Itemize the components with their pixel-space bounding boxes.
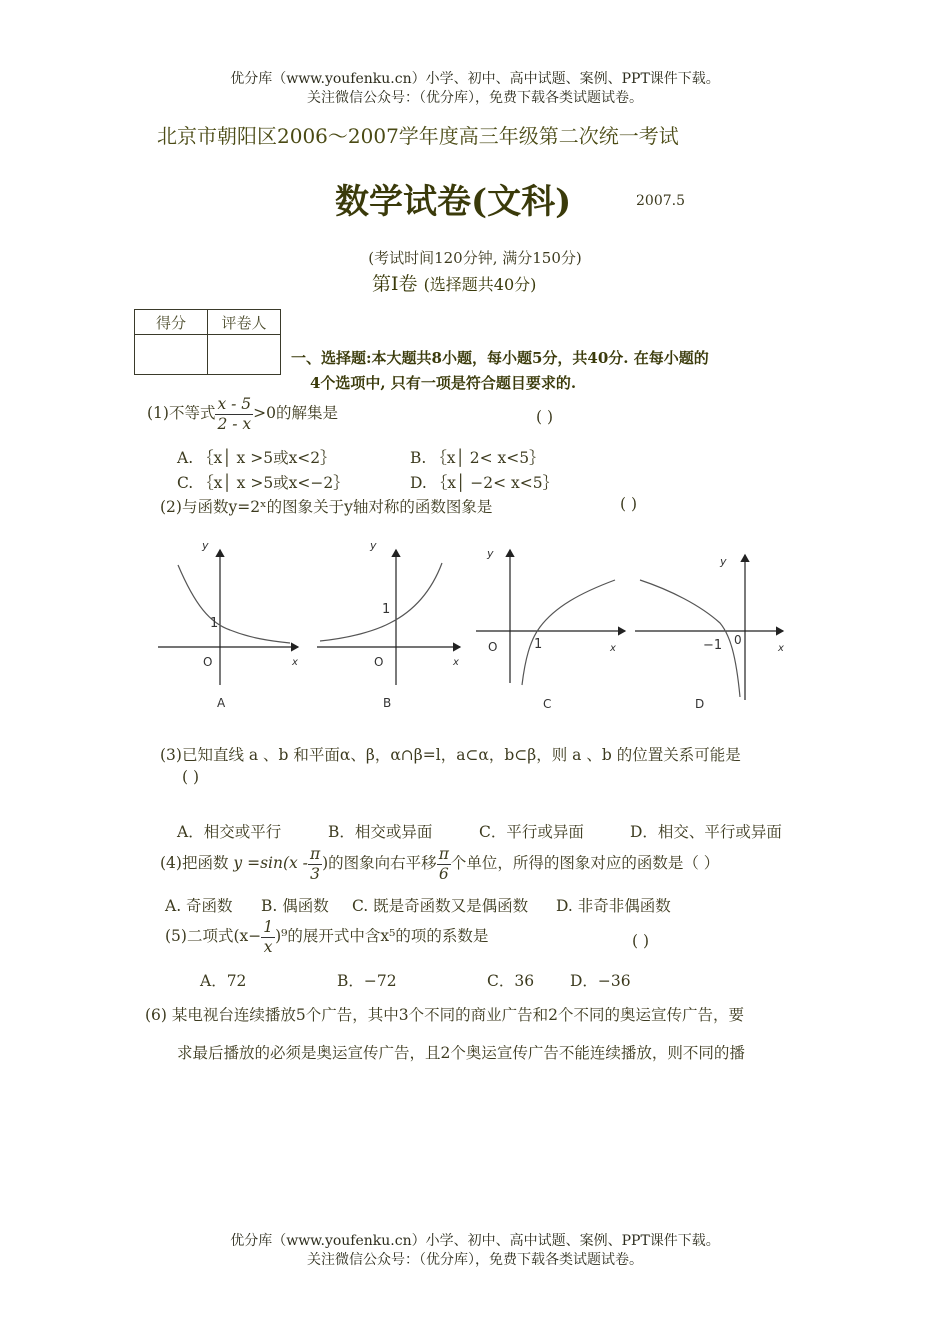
graph-c-x-label: x — [610, 643, 616, 654]
part-desc: (选择题共40分) — [423, 275, 537, 294]
graph-c-origin: O — [488, 640, 498, 654]
question-1-stem — [147, 395, 338, 433]
question-3-stem: (3)已知直线 a 、b 和平面α、β，α∩β=l，a⊂α，b⊂β，则 a 、b 的位置关系可能是 — [160, 746, 741, 764]
q5-option-a: A．72 — [200, 972, 247, 990]
q4-option-a: A. 奇函数 — [165, 897, 233, 915]
q4-phase-den: 3 — [310, 864, 320, 883]
graph-a-mark: 1 — [210, 616, 219, 631]
graph-c-y-label: y — [487, 547, 494, 560]
exam-note: (考试时间120分钟, 满分150分) — [368, 249, 582, 267]
q4-function-b: )的图象向右平移 — [322, 854, 437, 873]
graph-b-origin: O — [374, 655, 384, 669]
score-table — [134, 309, 281, 375]
graph-a-x-label: x — [292, 657, 298, 668]
score-header: 得分 — [135, 310, 208, 335]
graph-d-x-label: x — [778, 643, 784, 654]
graph-b-label: B — [383, 696, 392, 710]
grader-header: 评卷人 — [208, 310, 281, 335]
score-cell[interactable] — [135, 335, 208, 375]
q4-shift-num: π — [438, 845, 449, 863]
graph-c — [476, 547, 625, 711]
q5-answer-bracket: ( ) — [632, 932, 650, 950]
q4-phase-fraction — [308, 845, 322, 883]
q5-prefix: (5)二项式(x− — [165, 927, 262, 946]
q1-denominator: 2 - x — [217, 414, 252, 433]
question-4-stem — [160, 845, 719, 883]
graph-c-curve — [522, 580, 615, 685]
q4-suffix: 个单位，所得的图象对应的函数是（ ） — [450, 854, 720, 873]
header-line-1: 优分库（www.youfenku.cn）小学、初中、高中试题、案例、PPT课件下载。 — [230, 71, 720, 87]
graph-d — [635, 555, 784, 711]
q4-shift-fraction — [437, 845, 451, 883]
graph-d-mark: −1 — [703, 638, 723, 653]
main-title: 数学试卷(文科) — [335, 182, 572, 222]
section-line-1: 一、选择题:本大题共8小题，每小题5分，共40分. 在每小题的 — [291, 349, 709, 367]
graph-b-y-label: y — [370, 539, 377, 552]
graph-b-x-label: x — [453, 657, 459, 668]
q1-numerator: x - 5 — [217, 395, 252, 413]
q5-suffix: )⁹的展开式中含x⁵的项的系数是 — [275, 927, 489, 946]
q1-option-b: B. ｛x│ 2< x<5｝ — [410, 449, 545, 467]
grader-cell[interactable] — [208, 335, 281, 375]
footer-line-1: 优分库（www.youfenku.cn）小学、初中、高中试题、案例、PPT课件下载。 — [230, 1233, 720, 1249]
q1-prefix: (1)不等式 — [147, 404, 216, 423]
q4-phase-num: π — [309, 845, 321, 863]
question-6-line-1: (6) 某电视台连续播放5个广告，其中3个不同的商业广告和2个不同的奥运宣传广告，要 — [145, 1006, 744, 1024]
q3-option-c: C．平行或异面 — [479, 823, 584, 841]
q4-option-d: D. 非奇非偶函数 — [556, 897, 671, 915]
q5-option-c: C．36 — [487, 972, 535, 990]
q5-frac-den: x — [263, 937, 273, 956]
q4-shift-den: 6 — [438, 864, 449, 883]
header-line-2: 关注微信公众号：（优分库），免费下载各类试题试卷。 — [307, 90, 643, 106]
graph-b — [317, 539, 460, 710]
footer-line-2: 关注微信公众号：（优分库），免费下载各类试题试卷。 — [307, 1252, 643, 1268]
q5-option-d: D．−36 — [570, 972, 631, 990]
q1-option-a: A. ｛x│ x >5或x<2｝ — [177, 449, 336, 467]
graph-c-label: C — [543, 697, 552, 711]
graph-a-curve — [178, 565, 290, 643]
exam-date: 2007.5 — [636, 193, 685, 209]
graph-a-origin: O — [203, 655, 213, 669]
exam-title: 北京市朝阳区2006～2007学年度高三年级第二次统一考试 — [157, 124, 679, 148]
graph-b-mark: 1 — [382, 602, 391, 617]
q5-option-b: B．−72 — [337, 972, 397, 990]
q4-option-b: B. 偶函数 — [261, 897, 329, 915]
graph-d-y-label: y — [720, 555, 727, 568]
q2-graphs — [150, 535, 800, 715]
q3-option-b: B．相交或异面 — [328, 823, 433, 841]
q1-suffix: >0的解集是 — [253, 404, 339, 423]
part-heading — [372, 269, 536, 296]
question-2-stem: (2)与函数y=2ˣ的图象关于y轴对称的函数图象是 — [160, 498, 493, 516]
q3-option-a: A．相交或平行 — [177, 823, 282, 841]
graph-d-label: D — [695, 697, 705, 711]
q1-answer-bracket: ( ) — [536, 408, 554, 426]
q3-answer-bracket: ( ) — [182, 768, 200, 786]
q3-option-d: D．相交、平行或异面 — [630, 823, 782, 841]
q1-option-c: C. ｛x│ x >5或x<−2｝ — [177, 474, 349, 492]
question-6-line-2: 求最后播放的必须是奥运宣传广告，且2个奥运宣传广告不能连续播放，则不同的播 — [177, 1044, 745, 1062]
graph-a-y-label: y — [202, 539, 209, 552]
graph-a-label: A — [217, 696, 226, 710]
graph-b-curve — [320, 563, 442, 641]
q4-prefix: (4)把函数 — [160, 854, 229, 873]
question-5-stem — [165, 918, 488, 956]
graph-d-curve — [640, 580, 740, 697]
q4-function-a: y =sin(x - — [233, 854, 308, 873]
q1-option-d: D. ｛x│ −2< x<5｝ — [410, 474, 559, 492]
part-name: 第Ⅰ卷 — [372, 273, 418, 295]
section-line-2: 4个选项中, 只有一项是符合题目要求的. — [310, 374, 577, 392]
q4-option-c: C. 既是奇函数又是偶函数 — [352, 897, 529, 915]
graph-a — [158, 539, 298, 710]
q1-fraction — [215, 395, 253, 433]
graph-c-mark: 1 — [534, 637, 543, 652]
graph-d-origin: 0 — [734, 633, 742, 647]
q5-fraction — [261, 918, 275, 956]
q2-answer-bracket: ( ) — [620, 495, 638, 513]
q5-frac-num: 1 — [263, 918, 274, 936]
